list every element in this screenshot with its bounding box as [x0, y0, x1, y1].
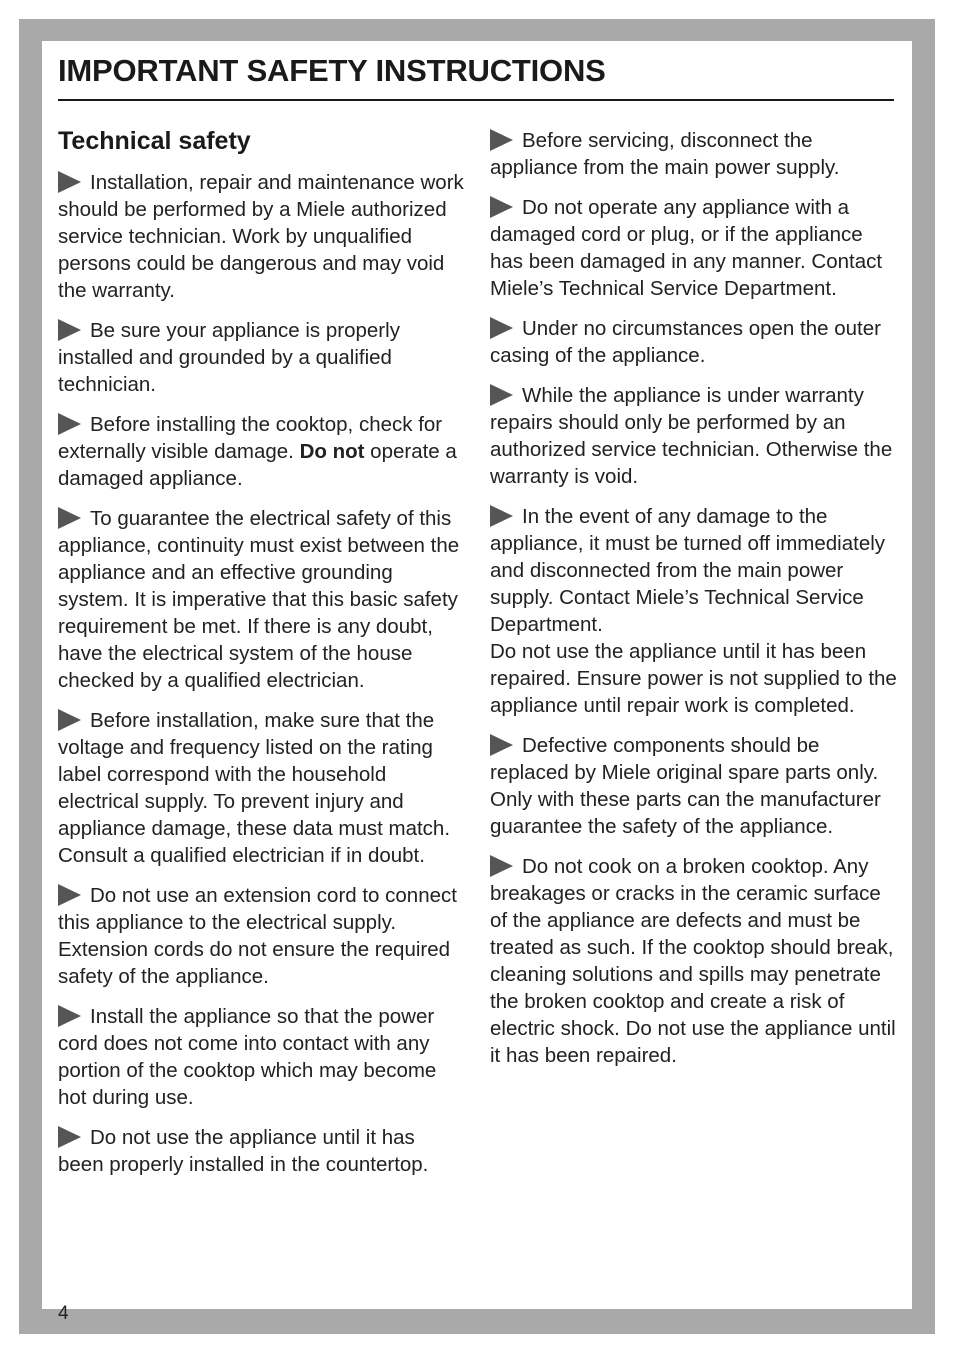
triangle-right-icon	[490, 505, 513, 527]
triangle-right-icon	[490, 129, 513, 151]
triangle-right-icon	[490, 317, 513, 339]
page-title: IMPORTANT SAFETY INSTRUCTIONS	[58, 53, 606, 88]
safety-item: Before installing the cooktop, check for externally visible damage. Do not operate a damaged appliance.	[58, 413, 457, 490]
safety-item-continuation: Do not use the appliance until it has been repaired. Ensure power is not supplied to the appliance until repair work is completed.	[490, 640, 897, 717]
triangle-right-icon	[490, 384, 513, 406]
section-heading: Technical safety	[58, 127, 251, 155]
safety-item: Before installation, make sure that the voltage and frequency listed on the rating label correspond with the household electrical supply. To prevent injury and appliance damage, these data must match. Consult a qualified electrician if in doubt.	[58, 709, 451, 867]
safety-item: Before servicing, disconnect the appliance from the main power supply.	[490, 129, 840, 179]
safety-item: Do not use the appliance until it has been properly installed in the countertop.	[58, 1126, 429, 1176]
safety-item: While the appliance is under warranty repairs should only be performed by an authorized service technician. Otherwise the warranty is void.	[490, 384, 893, 488]
triangle-right-icon	[58, 884, 81, 906]
triangle-right-icon	[58, 171, 81, 193]
safety-item: To guarantee the electrical safety of this appliance, continuity must exist between the appliance and an effective grounding system. It is imperative that this basic safety requirement be met. If there is any doubt, have the electrical system of the house checked by a qualified electrician.	[58, 507, 460, 692]
safety-item: Do not operate any appliance with a damaged cord or plug, or if the appliance has been damaged in any manner. Contact Miele’s Technical Service Department.	[490, 196, 883, 300]
triangle-right-icon	[490, 855, 513, 877]
safety-item: Installation, repair and maintenance work should be performed by a Miele authorized service technician. Work by unqualified persons could be dangerous and may void the warranty.	[58, 171, 464, 302]
triangle-right-icon	[58, 1005, 81, 1027]
safety-item: Under no circumstances open the outer casing of the appliance.	[490, 317, 881, 367]
triangle-right-icon	[58, 1126, 81, 1148]
triangle-right-icon	[58, 507, 81, 529]
page-content	[42, 41, 912, 1309]
right-column	[490, 127, 900, 1082]
triangle-right-icon	[58, 319, 81, 341]
left-column	[58, 123, 466, 1191]
safety-item: In the event of any damage to the appliance, it must be turned off immediately and disconnected from the main power supply. Contact Miele’s Technical Service Department. Do not use the appliance until it has been repaired. Ensure power is not supplied to the appliance until repair work is completed.	[490, 503, 900, 719]
triangle-right-icon	[490, 196, 513, 218]
emphasis-text: Do not	[299, 440, 365, 463]
triangle-right-icon	[490, 734, 513, 756]
safety-item: Do not cook on a broken cooktop. Any breakages or cracks in the ceramic surface of the appliance are defects and must be treated as such. If the cooktop should break, cleaning solutions and spills may penetrate the broken cooktop and create a risk of electric shock. Do not use the appliance until it has been repaired.	[490, 855, 896, 1067]
page-number: 4	[58, 1303, 69, 1324]
safety-item: Be sure your appliance is properly installed and grounded by a qualified technician.	[58, 319, 400, 396]
safety-item: Install the appliance so that the power cord does not come into contact with any portion of the cooktop which may become hot during use.	[58, 1005, 437, 1109]
safety-item: Defective components should be replaced by Miele original spare parts only. Only with these parts can the manufacturer guarantee the safety of the appliance.	[490, 734, 881, 838]
safety-item: Do not use an extension cord to connect this appliance to the electrical supply. Extension cords do not ensure the required safety of the appliance.	[58, 884, 457, 988]
title-divider	[58, 99, 894, 101]
triangle-right-icon	[58, 709, 81, 731]
triangle-right-icon	[58, 413, 81, 435]
